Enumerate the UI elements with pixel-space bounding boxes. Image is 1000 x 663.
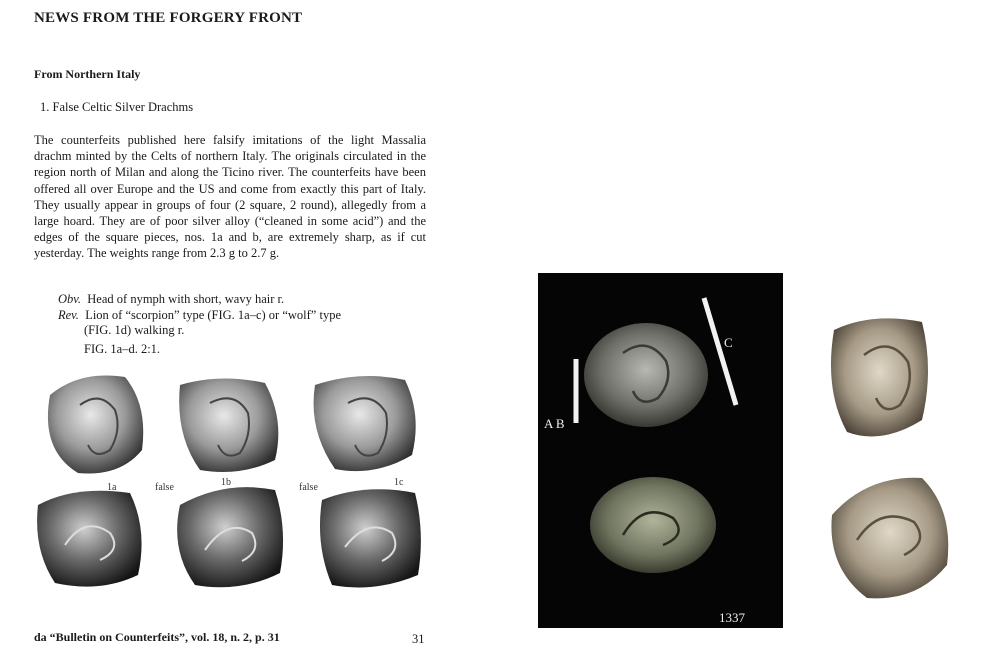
reference-coins bbox=[822, 310, 962, 610]
coin-1b-obverse bbox=[179, 378, 278, 472]
coin-label-1a: 1a bbox=[107, 482, 117, 493]
comparison-photo bbox=[538, 273, 783, 628]
figure-caption: FIG. 1a–d. 2:1. bbox=[84, 342, 161, 356]
page-heading: NEWS FROM THE FORGERY FRONT bbox=[34, 10, 303, 26]
obverse-abbr: Obv. bbox=[58, 292, 82, 306]
photo-coin-reverse bbox=[590, 477, 716, 573]
photo-label-ab: A B bbox=[544, 416, 565, 431]
coin-label-1c: 1c bbox=[394, 477, 404, 488]
coin-1a-obverse bbox=[48, 375, 143, 473]
reverse-description bbox=[58, 307, 398, 323]
reverse-abbr: Rev. bbox=[58, 308, 79, 322]
section-title: From Northern Italy bbox=[34, 67, 141, 81]
reverse-text: Lion of “scorpion” type (FIG. 1a–c) or “wolf” type bbox=[85, 308, 342, 322]
obverse-description bbox=[58, 291, 284, 307]
reverse-text-continued: (FIG. 1d) walking r. bbox=[84, 323, 185, 337]
coin-label-false-1: false bbox=[155, 482, 174, 493]
coin-1c-obverse bbox=[314, 376, 416, 471]
body-paragraph: The counterfeits published here falsify imitations of the light Massalia drachm minted by the Celts of northern Italy. The originals circulated in the region north of Milan and along the Ticino river. The counterfeits have been offered all over Europe and the US and come from exactly this part of Italy. They usually appear in groups of four (2 square, 2 round), allegedly from a large hoard. They are of poor silver alloy (“cleaned in some acid”) and the edges of the square pieces, nos. 1a and b, are extremely sharp, as if cut yesterday. The weights range from 2.3 g to 2.7 g. bbox=[34, 133, 426, 261]
reference-coin-reverse bbox=[831, 478, 948, 599]
reference-coin-obverse bbox=[831, 318, 928, 436]
photo-label-c: C bbox=[724, 335, 733, 350]
page-number: 31 bbox=[412, 632, 425, 646]
coin-1a-reverse bbox=[37, 491, 141, 587]
coin-1b-reverse bbox=[177, 487, 283, 587]
photo-number: 1337 bbox=[719, 610, 745, 625]
coin-label-1b: 1b bbox=[221, 477, 231, 488]
footer-citation: da “Bulletin on Counterfeits”, vol. 18, n. 2, p. 31 bbox=[34, 630, 280, 644]
coin-1c-reverse bbox=[320, 489, 421, 587]
obverse-text: Head of nymph with short, wavy hair r. bbox=[87, 292, 285, 306]
subsection-title: 1. False Celtic Silver Drachms bbox=[40, 100, 194, 114]
photo-coin-obverse bbox=[584, 323, 708, 427]
marker-line-c bbox=[704, 298, 736, 405]
coin-label-false-2: false bbox=[299, 482, 318, 493]
